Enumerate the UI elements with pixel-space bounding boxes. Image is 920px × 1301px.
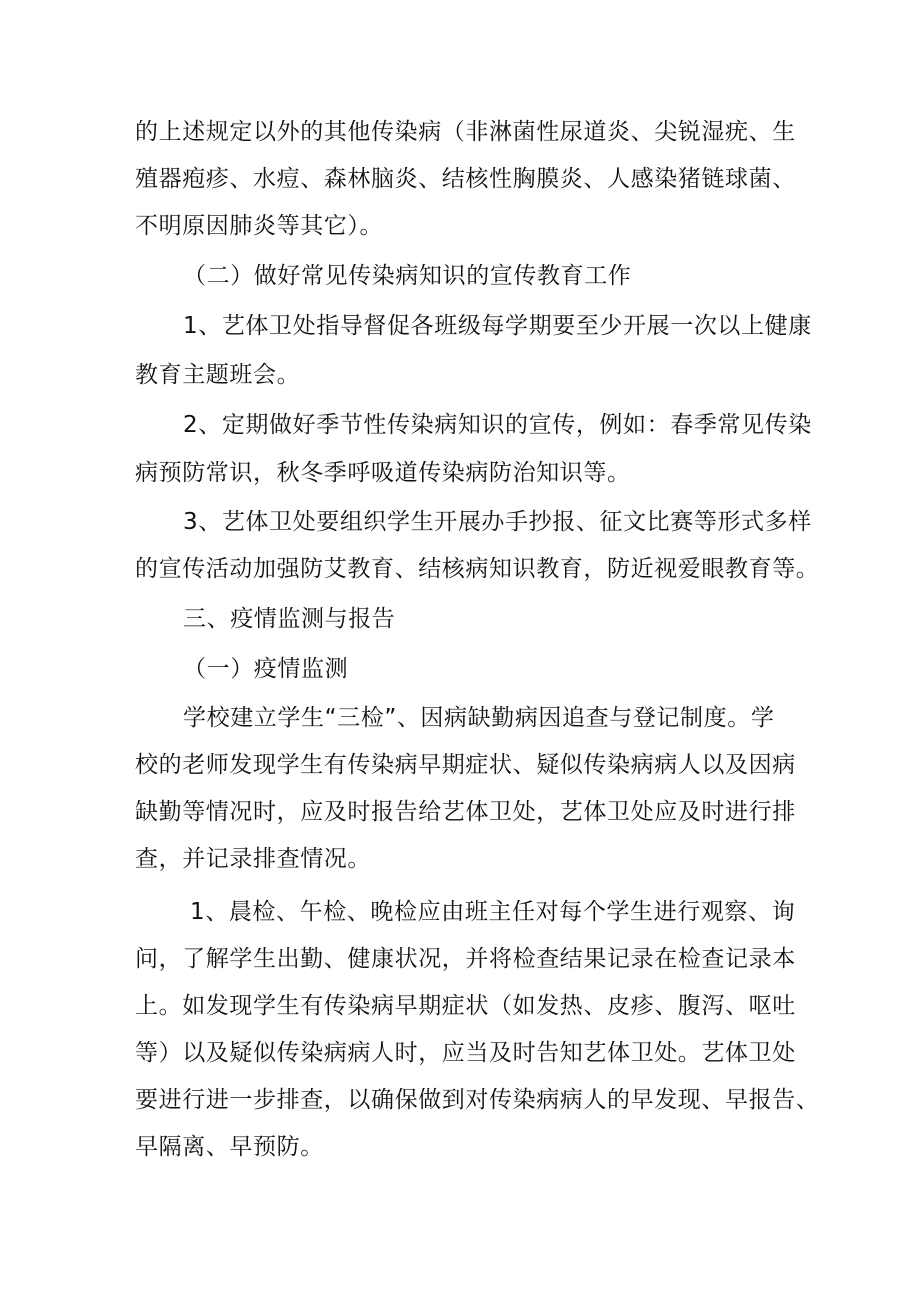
text-line: 学校建立学生“三检”、因病缺勤病因追查与登记制度。学 <box>183 705 775 731</box>
text-line: 教育主题班会。 <box>135 362 301 388</box>
text-line: 1、艺体卫处指导督促各班级每学期要至少开展一次以上健康 <box>183 313 812 339</box>
subsection-heading: （一）疫情监测 <box>183 656 349 682</box>
section-heading: 三、疫情监测与报告 <box>183 606 396 632</box>
text-line: 的上述规定以外的其他传染病（非淋菌性尿道炎、尖锐湿疣、生 <box>135 119 796 145</box>
text-line: 不明原因肺炎等其它）。 <box>135 213 384 239</box>
text-line: 查，并记录排查情况。 <box>135 846 371 872</box>
text-line: 早隔离、早预防。 <box>135 1134 324 1160</box>
text-line: 殖器疱疹、水痘、森林脑炎、结核性胸膜炎、人感染猪链球菌、 <box>135 166 796 192</box>
text-line: 缺勤等情况时，应及时报告给艺体卫处，艺体卫处应及时进行排 <box>135 799 796 825</box>
section-heading: （二）做好常见传染病知识的宣传教育工作 <box>183 263 632 289</box>
text-line: 等）以及疑似传染病病人时，应当及时告知艺体卫处。艺体卫处 <box>135 1040 796 1066</box>
text-line: 2、定期做好季节性传染病知识的宣传，例如：春季常见传染 <box>183 412 812 438</box>
text-line: 上。如发现学生有传染病早期症状（如发热、皮疹、腹泻、呕吐 <box>135 993 796 1019</box>
text-line: 校的老师发现学生有传染病早期症状、疑似传染病病人以及因病 <box>135 752 796 778</box>
text-line: 3、艺体卫处要组织学生开展办手抄报、征文比赛等形式多样 <box>183 509 812 535</box>
text-line: 的宣传活动加强防艾教育、结核病知识教育，防近视爱眼教育等。 <box>135 556 820 582</box>
text-line: 1、晨检、午检、晚检应由班主任对每个学生进行观察、询 <box>190 899 796 925</box>
text-line: 问，了解学生出勤、健康状况，并将检查结果记录在检查记录本 <box>135 946 796 972</box>
text-line: 病预防常识，秋冬季呼吸道传染病防治知识等。 <box>135 460 631 486</box>
text-line: 要进行进一步排查，以确保做到对传染病病人的早发现、早报告、 <box>135 1087 820 1113</box>
